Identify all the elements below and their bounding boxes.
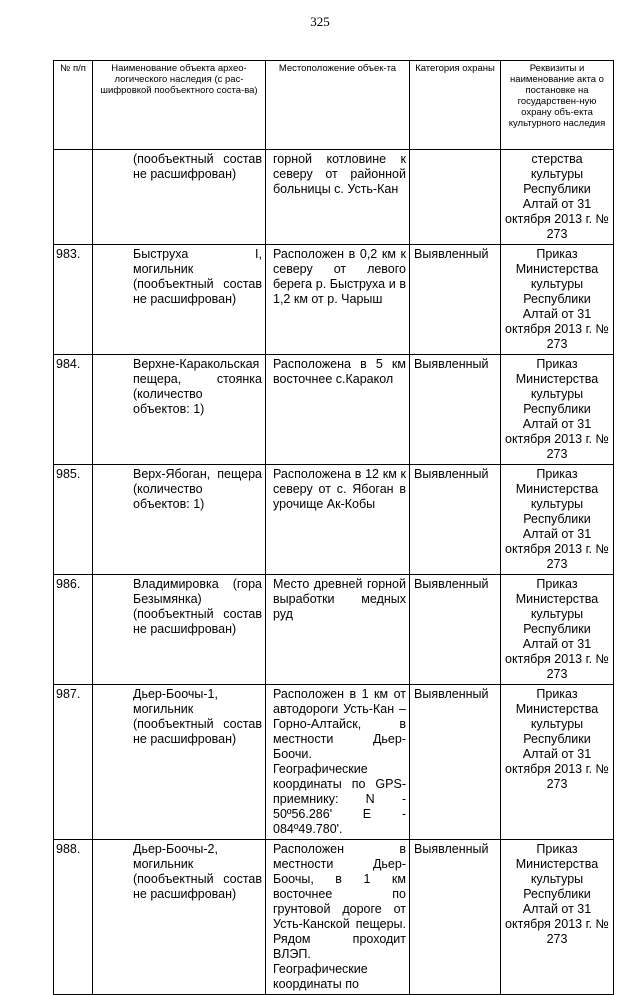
continuation-row	[54, 150, 614, 245]
header-name: Наименование объекта архео-логического наследия (с рас-шифровкой пообъектного соста-ва)	[93, 61, 266, 150]
act-requisites: Приказ Министерства культуры Республики Алтай от 31 октября 2013 г. № 273	[501, 355, 614, 465]
object-location: Расположена в 12 км к северу от с. Ябоган в урочище Ак-Кобы	[266, 465, 410, 575]
table-row	[54, 465, 614, 575]
protection-category: Выявленный	[410, 840, 501, 995]
object-name: Дьер-Боочы-1, могильник (пообъектный состав не расшифрован)	[93, 685, 266, 840]
table-header-row	[54, 61, 614, 150]
table-row	[54, 685, 614, 840]
object-location: Место древней горной выработки медных руд	[266, 575, 410, 685]
act-requisites: Приказ Министерства культуры Республики Алтай от 31 октября 2013 г. № 273	[501, 685, 614, 840]
object-name: Быструха I, могильник (пообъектный состав не расшифрован)	[93, 245, 266, 355]
header-requisites: Реквизиты и наименование акта о постановке на государствен-ную охрану объ-екта культурного наследия	[501, 61, 614, 150]
object-name: Дьер-Боочы-2, могильник (пообъектный состав не расшифрован)	[93, 840, 266, 995]
protection-category: Выявленный	[410, 685, 501, 840]
act-requisites: стерства культуры Республики Алтай от 31 октября 2013 г. № 273	[501, 150, 614, 245]
row-number: 987.	[54, 685, 93, 840]
object-name: Владимировка (гора Безымянка) (пообъектный состав не расшифрован)	[93, 575, 266, 685]
header-number: № п/п	[54, 61, 93, 150]
page-number: 325	[310, 14, 330, 29]
act-requisites: Приказ Министерства культуры Республики Алтай от 31 октября 2013 г. № 273	[501, 575, 614, 685]
header-category: Категория охраны	[410, 61, 501, 150]
object-name: Верх-Ябоган, пещера (количество объектов: 1)	[93, 465, 266, 575]
row-number: 986.	[54, 575, 93, 685]
protection-category: Выявленный	[410, 575, 501, 685]
table-row	[54, 355, 614, 465]
object-name: (пообъектный состав не расшифрован)	[93, 150, 266, 245]
object-location: Расположен в местности Дьер-Боочы, в 1 км восточнее по грунтовой дороге от Усть-Канской пещеры. Рядом проходит ВЛЭП. Географические координаты по	[266, 840, 410, 995]
protection-category: Выявленный	[410, 245, 501, 355]
object-location: Расположен в 1 км от автодороги Усть-Кан – Горно-Алтайск, в местности Дьер-Боочи. Географические координаты по GPS-приемнику: N - 50º56.286' E - 084º49.780'.	[266, 685, 410, 840]
protection-category: Выявленный	[410, 465, 501, 575]
object-name: Верхне-Каракольская пещера, стоянка (количество объектов: 1)	[93, 355, 266, 465]
row-number	[54, 150, 93, 245]
act-requisites: Приказ Министерства культуры Республики Алтай от 31 октября 2013 г. № 273	[501, 840, 614, 995]
row-number: 988.	[54, 840, 93, 995]
act-requisites: Приказ Министерства культуры Республики Алтай от 31 октября 2013 г. № 273	[501, 465, 614, 575]
table-row	[54, 575, 614, 685]
object-location: Расположен в 0,2 км к северу от левого берега р. Быструха и в 1,2 км от р. Чарыш	[266, 245, 410, 355]
table-row	[54, 840, 614, 995]
protection-category	[410, 150, 501, 245]
object-location: Расположена в 5 км восточнее с.Каракол	[266, 355, 410, 465]
heritage-table	[53, 60, 614, 995]
object-location: горной котловине к северу от районной больницы с. Усть-Кан	[266, 150, 410, 245]
row-number: 983.	[54, 245, 93, 355]
protection-category: Выявленный	[410, 355, 501, 465]
row-number: 984.	[54, 355, 93, 465]
header-location: Местоположение объек-та	[266, 61, 410, 150]
row-number: 985.	[54, 465, 93, 575]
act-requisites: Приказ Министерства культуры Республики Алтай от 31 октября 2013 г. № 273	[501, 245, 614, 355]
table-row	[54, 245, 614, 355]
